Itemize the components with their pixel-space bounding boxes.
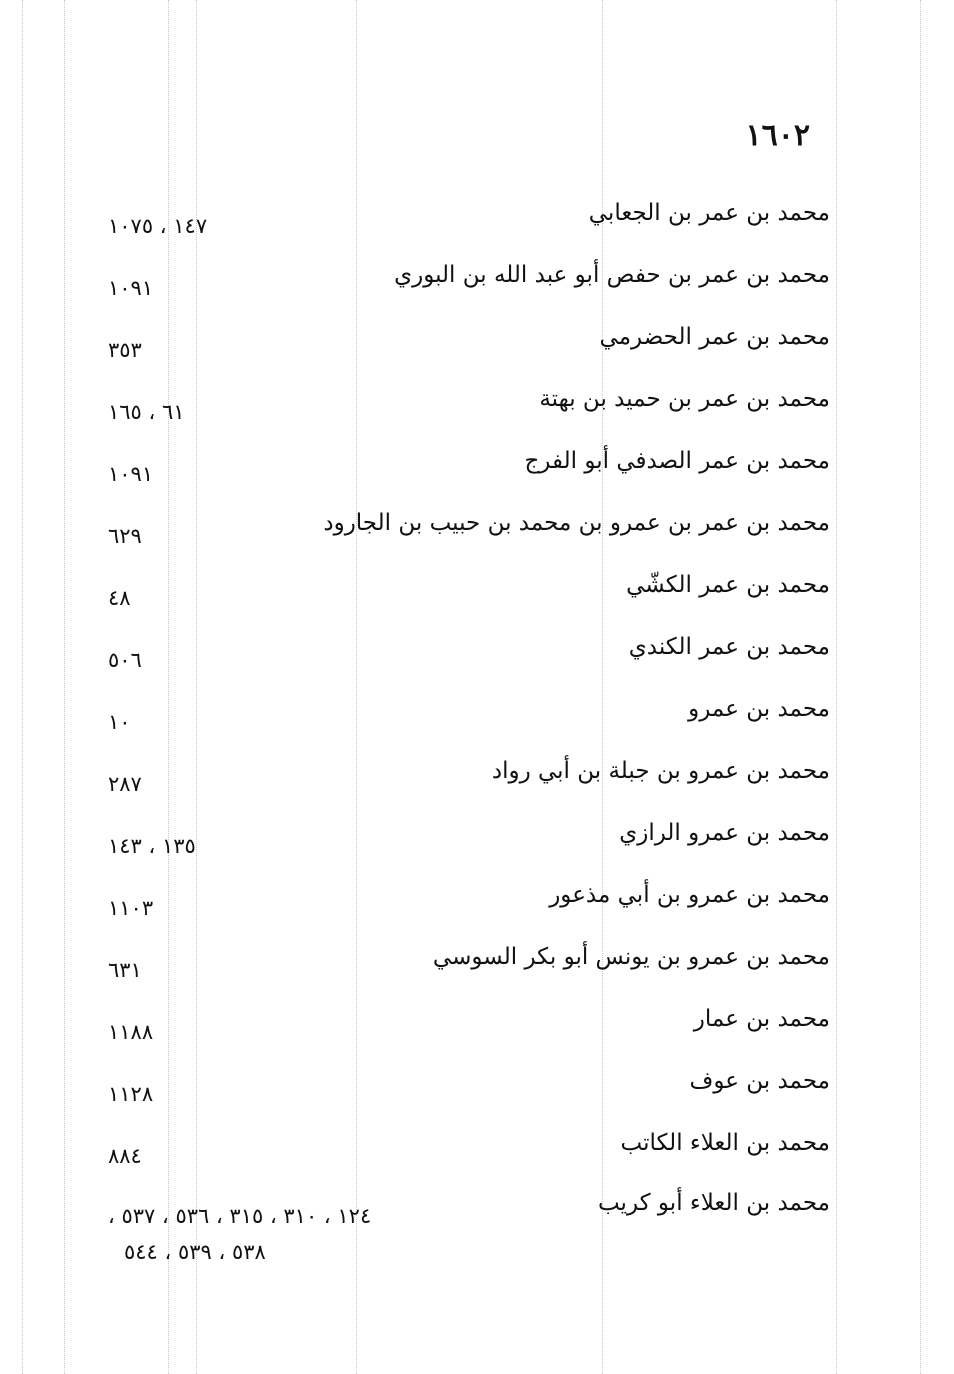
entry-name: محمد بن عمرو بن يونس أبو بكر السوسي: [432, 944, 830, 970]
entry-page-refs: ١٢٤ ، ٣١٠ ، ٣١٥ ، ٥٣٦ ، ٥٣٧ ،: [108, 1204, 372, 1228]
entry-name: محمد بن عمرو الرازي: [619, 820, 830, 846]
entry-name: محمد بن عمر الحضرمي: [599, 324, 830, 350]
entry-name: محمد بن عوف: [689, 1068, 830, 1094]
entry-page-refs: ١٠٩١: [108, 462, 154, 486]
entry-page-refs: ٢٨٧: [108, 772, 142, 796]
entry-name: محمد بن عمر الكشّي: [626, 572, 830, 598]
entry-name: محمد بن العلاء أبو كريب: [597, 1190, 830, 1216]
index-entry: [90, 882, 830, 932]
index-entry: [90, 820, 830, 870]
entry-name: محمد بن عمر بن عمرو بن محمد بن حبيب بن الجارود: [323, 510, 830, 536]
page-number: ١٦٠٢: [745, 118, 810, 153]
index-entry: [90, 634, 830, 684]
margin-guide-line: [920, 0, 921, 1374]
index-entry: [90, 448, 830, 498]
index-entry: [90, 696, 830, 746]
entry-page-refs: ١٠٩١: [108, 276, 154, 300]
margin-guide-line: [836, 0, 837, 1374]
entry-page-refs: ٨٨٤: [108, 1144, 142, 1168]
index-entry: [90, 262, 830, 312]
index-entry: [90, 758, 830, 808]
entry-page-refs-continued: ٥٣٨ ، ٥٣٩ ، ٥٤٤: [124, 1240, 266, 1264]
entry-name: محمد بن عمر بن حميد بن بهتة: [539, 386, 830, 412]
entry-name: محمد بن عمار: [693, 1006, 830, 1032]
entry-page-refs: ١١٨٨: [108, 1020, 154, 1044]
index-entry: [90, 200, 830, 250]
entry-name: محمد بن عمر الكندي: [628, 634, 830, 660]
entry-page-refs: ٦٢٩: [108, 524, 142, 548]
index-entry: [90, 572, 830, 622]
index-entry: [90, 510, 830, 560]
entry-page-refs: ١٤٧ ، ١٠٧٥: [108, 214, 208, 238]
entry-name: محمد بن عمرو بن أبي مذعور: [549, 882, 830, 908]
entry-page-refs: ٥٠٦: [108, 648, 142, 672]
entry-name: محمد بن عمر بن الجعابي: [588, 200, 830, 226]
entry-page-refs: ٦١ ، ١٦٥: [108, 400, 185, 424]
entry-page-refs: ١١٠٣: [108, 896, 154, 920]
entry-page-refs: ٦٣١: [108, 958, 142, 982]
index-entry: [90, 944, 830, 994]
entry-page-refs: ٣٥٣: [108, 338, 142, 362]
entry-name: محمد بن العلاء الكاتب: [620, 1130, 830, 1156]
index-entry: [90, 1190, 830, 1290]
index-entry: [90, 324, 830, 374]
entry-page-refs: ٤٨: [108, 586, 131, 610]
entry-page-refs: ١٣٥ ، ١٤٣: [108, 834, 196, 858]
entry-name: محمد بن عمرو بن جبلة بن أبي رواد: [491, 758, 830, 784]
entry-name: محمد بن عمر بن حفص أبو عبد الله بن البوري: [394, 262, 830, 288]
index-entry: [90, 1068, 830, 1118]
margin-guide-line: [22, 0, 23, 1374]
entry-page-refs: ١٠: [108, 710, 131, 734]
margin-guide-line: [64, 0, 65, 1374]
entry-page-refs: ١١٢٨: [108, 1082, 154, 1106]
index-entry: [90, 1130, 830, 1180]
entry-name: محمد بن عمر الصدفي أبو الفرج: [524, 448, 830, 474]
index-entry: [90, 1006, 830, 1056]
entry-name: محمد بن عمرو: [688, 696, 830, 722]
index-entry: [90, 386, 830, 436]
